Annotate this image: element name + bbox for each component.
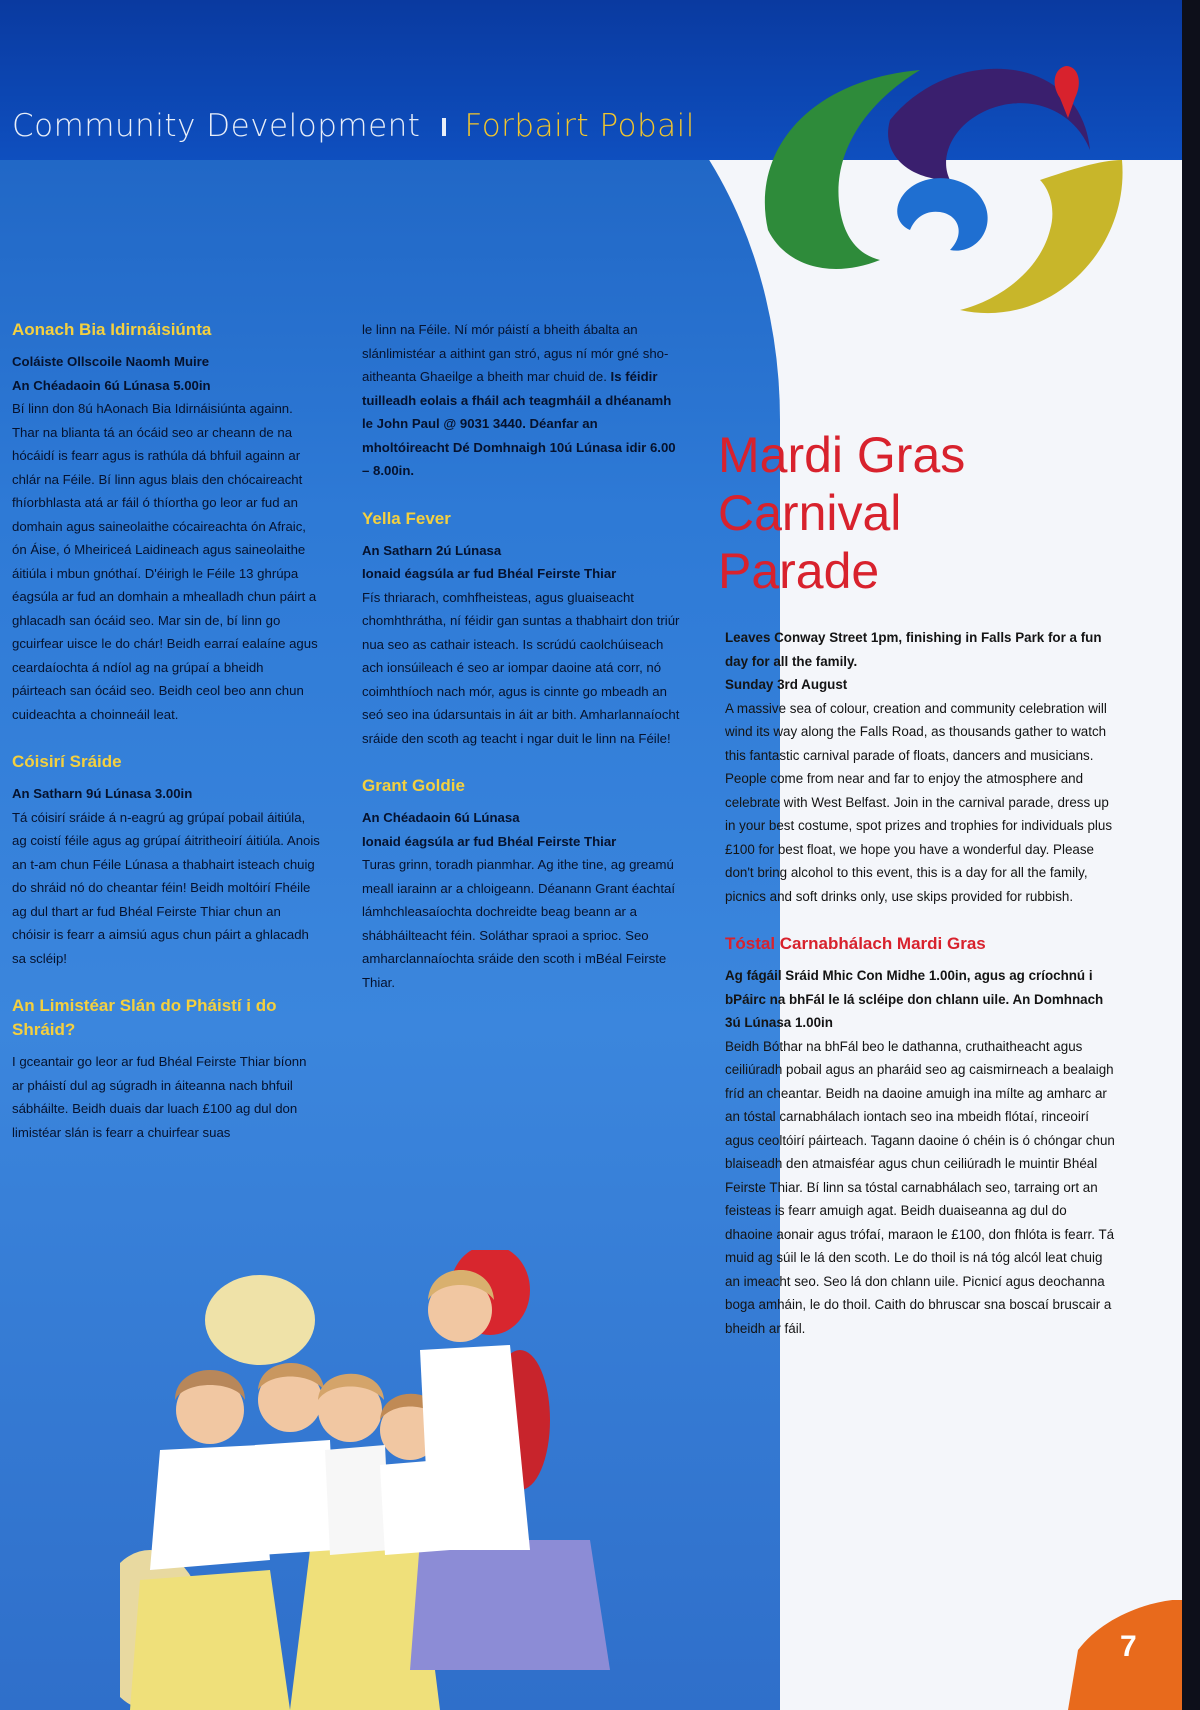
header-separator [442,118,446,136]
body-safe-area: I gceantair go leor ar fud Bhéal Feirste Thiar bíonn ar pháistí dul ag súgradh in áiteanna nach bhfuil sábháilte. Beidh duais dar luach £100 ag dul don limistéar slán is fearr a chuirfear suas [12,1054,307,1140]
date-mardi-gras: Sunday 3rd August [725,677,848,692]
title-line-1: Mardi Gras [718,427,966,483]
date-street-parties: An Satharn 9ú Lúnasa 3.00in [12,786,193,801]
venue-food-fair: Coláiste Ollscoile Naomh Muire [12,354,210,369]
carnival-swirl-logo-icon [750,40,1130,350]
date-food-fair: An Chéadaoin 6ú Lúnasa 5.00in [12,377,211,393]
logo-green-swoosh [765,70,920,269]
heading-grant-goldie: Grant Goldie [362,776,465,795]
column-3 [725,626,1117,1364]
heading-safe-area: An Limistéar Slán do Pháistí i do Shráid? [12,996,277,1039]
mardi-gras-title [718,426,965,600]
heading-street-parties: Cóisirí Sráide [12,752,122,771]
header-irish: Forbairt Pobail [464,108,695,144]
article-food-fair [12,318,320,726]
body-food-fair: Bí linn don 8ú hAonach Bia Idirnáisiúnta againn. Thar na blianta tá an ócáid seo ar cheann de na hócáidí is fearr agus is rathúla dá bhfuil againn ar chlár na Féile. Bí linn agus blais den chócaireacht fhíorbhlasta atá ar fáil ó thíortha go leor ar fud an domhain agus saineolaithe cócaireachta ón Afraic, ón Áise, ó Mheiriceá Laidineach agus saineolaithe áitiúla i mbun gnóthaí. D'éirigh le Féile 13 ghrúpa éagsúla ar fud an domhain a mhealladh chun páirt a ghlacadh san ócáid seo. Mar sin de, bí linn go gcuirfear uisce le do chár! Beidh earraí ealaíne agus ceardaíochta á ndíol ag na grúpaí a bheidh páirteach san ócáid seo. Beidh ceol beo ann chun cuideachta a choinneáil leat. [12,401,318,722]
heading-food-fair: Aonach Bia Idirnáisiúnta [12,320,212,339]
body-mardi-gras: A massive sea of colour, creation and community celebration will wind its way along the Falls Road, as thousands gather to watch this fantastic carnival parade of floats, dancers and musicians. People come from near and far to enjoy the atmosphere and celebrate with West Belfast. Join in the carnival parade, dress up in your best costume, spot prizes and trophies for individuals plus £100 for best float, we hope you have a wonderful day. Please don't bring alcohol to this event, this is a day for all the family, picnics and soft drinks only, use skips provided for rubbish. [725,700,1113,904]
date-grant-goldie: An Chéadaoin 6ú Lúnasa [362,810,520,825]
section-header [12,108,695,144]
column-2 [362,318,680,1018]
column-1 [12,318,320,1168]
cheerleaders-photo-icon [120,1250,680,1710]
safe-area-contact: Is féidir tuilleadh eolais a fháil ach teagmháil a dhéanamh le John Paul @ 9031 3440. Déanfar an mholtóireacht Dé Domhnaigh 10ú Lúnasa idir 6.00 – 8.00in. [362,369,676,478]
scan-edge [1182,0,1200,1710]
body-tostal: Beidh Bóthar na bhFál beo le dathanna, cruthaitheacht agus ceiliúradh pobail agus an pharáid seo ag caismirneach a bealaigh fríd an cheantar. Beidh na daoine amuigh ina mílte ag amharc ar an tóstal carnabhálach iontach seo ina mbeidh flótaí, rinceoirí agus ceoltóirí páirteach. Tagann daoine ó chéin is ó chóngar chun blaiseadh den atmaisféar agus chun ceiliúradh le muintir Bhéal Feirste Thiar. Bí linn sa tóstal carnabhálach seo, tarraing ort an feisteas is fearr amuigh agat. Beidh duaiseanna ag dul do dhaoine aonair agus trófaí, maraon le £100, don fhlóta is fearr. Tá muid ag súil le lá den scoth. Le do thoil is ná tóg alcól leat chuig an imeacht seo. Seo lá don chlann uile. Picnicí agus deochanna boga amháin, le do thoil. Caith do bhruscar sna boscaí bruscair a bheidh ar fáil. [725,1038,1115,1336]
article-grant-goldie [362,774,680,994]
heading-yella-fever: Yella Fever [362,508,451,528]
venue-yella-fever: Ionaid éagsúla ar fud Bhéal Feirste Thiar [362,566,617,581]
date-yella-fever: An Satharn 2ú Lúnasa [362,542,502,558]
body-yella-fever: Fís thriarach, comhfheisteas, agus gluaiseacht chomhthráthа, ní féidir gan suntas a thabhairt don triúr nua seo as cathair isteach. Is scrúdú caolchúiseach ach ionsúileach é seo ar iompar daoine atá corr, nó coimhthíoch nach mór, agus is cinnte go mbeadh an seó seo ina údarsuntais in áit ar bith. Amharlannaíocht sráide den scoth ag teacht i ngar duit le linn na Féile! [362,589,680,746]
title-line-3: Parade [718,543,880,599]
route-tostal: Ag fágáil Sráid Mhic Con Midhe 1.00in, agus ag críochnú i bPáirc na bhFál le lá scléipe don chlann uile. An Domhnach 3ú Lúnasa 1.00in [725,968,1104,1030]
body-safe-area-cont [362,318,680,483]
venue-grant-goldie: Ionaid éagsúla ar fud Bhéal Feirste Thiar [362,833,617,849]
logo-blue-swoosh [897,178,987,251]
title-line-2: Carnival [718,485,902,541]
article-yella-fever [362,507,680,751]
body-grant-goldie: Turas grinn, toradh pianmhar. Ag ithe tine, ag greamú meall iarainn ar a chloigeann. Déanann Grant éachtaí lámhchleasaíochta dochreidte beag beann ar a shábháilteacht féin. Soláthar spraoi a sprioc. Seo amharclannaíochta sráide den scoth i mBéal Feirste Thiar. [362,857,676,990]
heading-tostal: Tóstal Carnabhálach Mardi Gras [725,934,986,953]
body-street-parties: Tá cóisirí sráide á n-eagrú ag grúpaí pobail áitiúla, ag coistí féile agus ag grúpaí áitritheoirí áitiúla. Anois an t-am chun Féile Lúnasa a thabhairt isteach chuig do shráid nó do cheantar féin! Beidh moltóirí Fhéile ag dul thart ar fud Bhéal Feirste Thiar chun an chóisir is fearr a aimsiú agus chun páirt a ghlacadh sa scléip! [12,809,320,966]
route-mardi-gras: Leaves Conway Street 1pm, finishing in Falls Park for a fun day for all the family. [725,630,1102,669]
article-safe-area-cont [362,318,680,483]
article-safe-area [12,994,320,1144]
header-english: Community Development [12,108,421,144]
page-number: 7 [1120,1630,1137,1663]
article-mardi-gras-english [725,626,1117,908]
safe-area-cont-text: le linn na Féile. Ní mór páistí a bheith ábalta an slánlimistéar a aithint gan stró, agus ní mór gné sho-aitheanta Ghaeilge a bheith mar chuid de. [362,322,669,384]
logo-yellow-swoosh [960,160,1123,313]
article-mardi-gras-irish [725,932,1117,1340]
article-street-parties [12,750,320,970]
